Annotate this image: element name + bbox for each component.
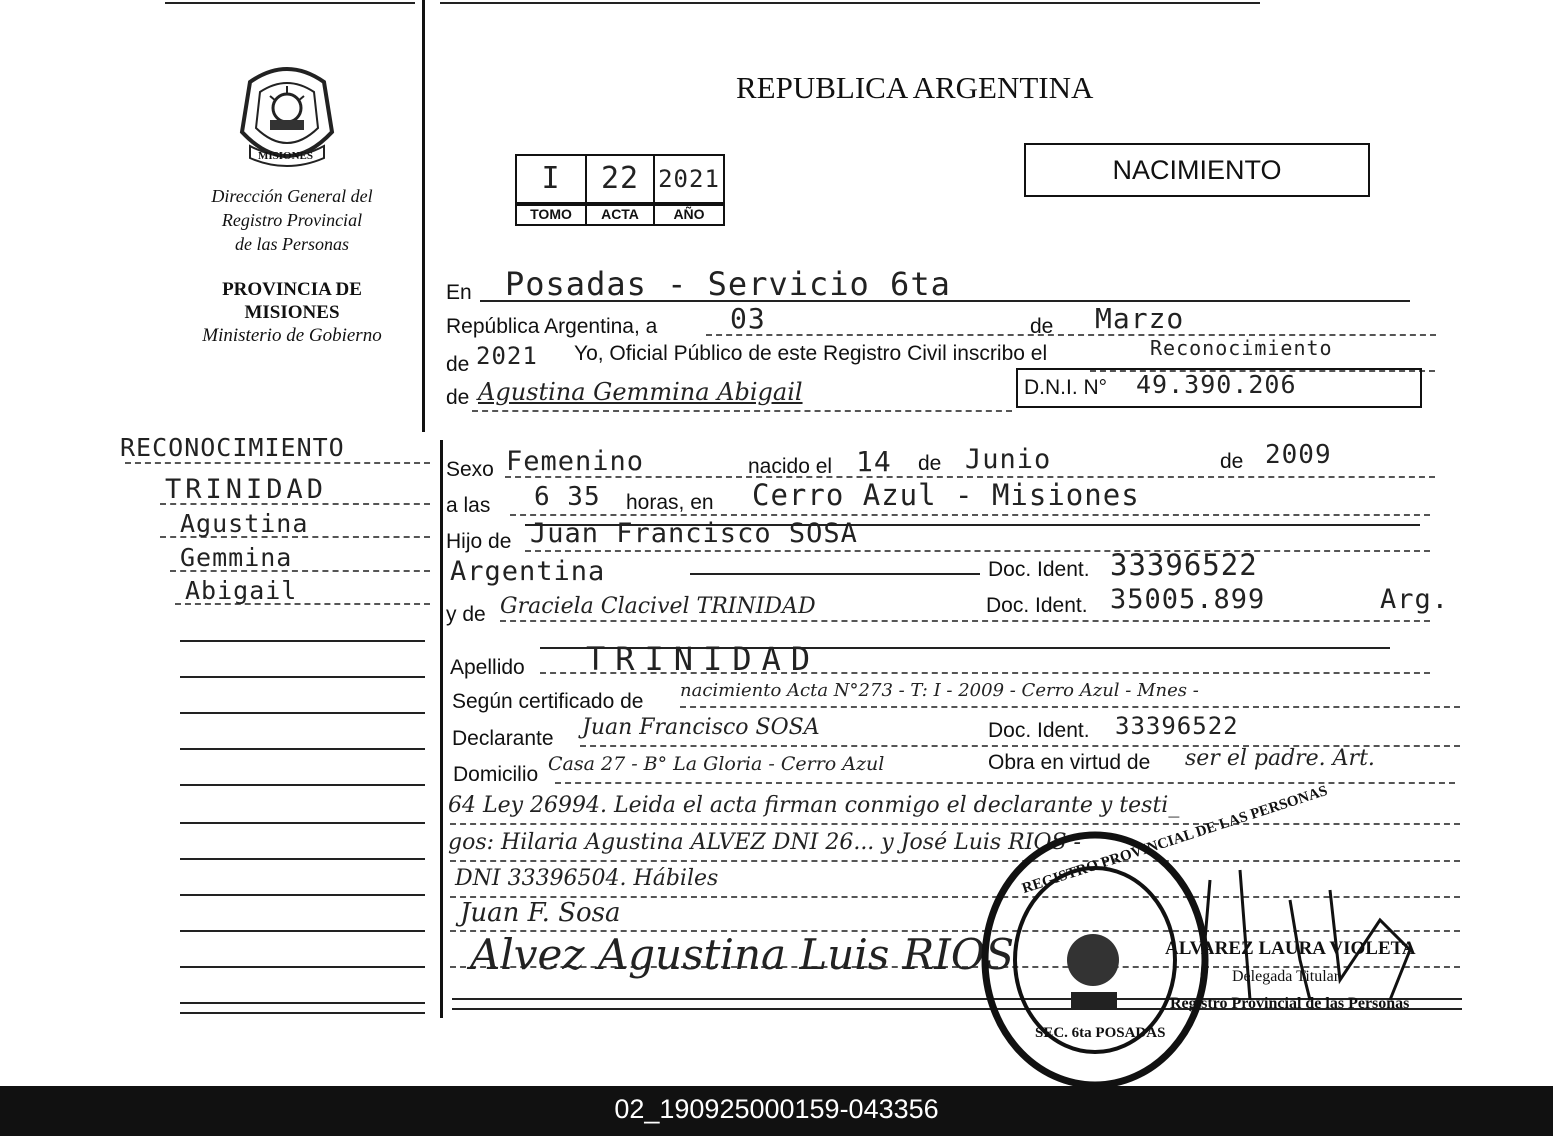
republica-label: República Argentina, a <box>446 315 658 338</box>
padre-doc-value: 33396522 <box>1110 548 1258 582</box>
signature-icon <box>1180 860 1460 1010</box>
padre-doc-label: Doc. Ident. <box>988 558 1090 581</box>
tomo-value: I <box>541 161 561 196</box>
dept-line-1: Dirección General del <box>211 186 373 206</box>
de4-label: de <box>918 452 942 475</box>
department-block <box>180 184 404 256</box>
margin-note-line-3: Agustina <box>180 509 309 538</box>
madre-doc-label: Doc. Ident. <box>986 594 1088 617</box>
margin-note-line-5: Abigail <box>185 576 298 605</box>
nac-mes-value: Junio <box>965 444 1052 475</box>
country-title: REPUBLICA ARGENTINA <box>736 70 1094 105</box>
madre-nacionalidad: Arg. <box>1380 584 1450 615</box>
dept-line-3: de las Personas <box>235 234 349 254</box>
madre-doc-value: 35005.899 <box>1110 584 1266 615</box>
mes-value: Marzo <box>1095 302 1185 335</box>
prov-line-1: PROVINCIA DE <box>222 279 362 300</box>
stamp-inner-text: SEC. 6ta POSADAS <box>1035 1025 1166 1041</box>
segun-value: nacimiento Acta N°273 - T: I - 2009 - Cerro Azul - Mnes - <box>680 680 1199 701</box>
hora-value: 6 35 <box>534 482 601 512</box>
obra-value: ser el padre. Art. <box>1185 746 1375 771</box>
sexo-label: Sexo <box>446 458 494 481</box>
obs-line-2: gos: Hilaria Agustina ALVEZ DNI 26... y José Luis RIOS - <box>448 830 1081 855</box>
declarante-label: Declarante <box>452 727 554 750</box>
signature-declarante: Juan F. Sosa <box>460 898 621 928</box>
margin-note-line-1: RECONOCIMIENTO <box>120 433 345 462</box>
yde-label: y de <box>446 603 486 626</box>
padre-nacionalidad: Argentina <box>450 556 606 587</box>
province-seal <box>232 62 342 174</box>
declarante-doc-label: Doc. Ident. <box>988 719 1090 742</box>
de5-label: de <box>1220 450 1244 473</box>
apellido-value: TRINIDAD <box>586 640 821 678</box>
margin-note-line-4: Gemmina <box>180 543 293 572</box>
nac-dia-value: 14 <box>856 445 892 478</box>
domicilio-value: Casa 27 - B° La Gloria - Cerro Azul <box>548 753 885 775</box>
prov-line-2: MISIONES <box>244 302 340 323</box>
tomo-cell <box>515 154 587 206</box>
acta-value: 22 <box>600 161 640 196</box>
en-value: Posadas - Servicio 6ta <box>505 265 951 303</box>
dni-value: 49.390.206 <box>1136 370 1297 399</box>
sexo-value: Femenino <box>506 446 645 477</box>
province-block <box>180 278 404 347</box>
nombre-value: Agustina Gemmina Abigail <box>478 378 803 406</box>
anio-label: AÑO <box>653 202 725 226</box>
tomo-label: TOMO <box>515 202 587 226</box>
record-type: NACIMIENTO <box>1112 155 1282 185</box>
segun-label: Según certificado de <box>452 690 644 713</box>
acta-label: ACTA <box>585 202 655 226</box>
document-id-bar <box>0 1086 1553 1136</box>
seal-label: MISIONES <box>258 150 314 162</box>
officer-title: Delegada Titular <box>1232 968 1340 985</box>
de-label: de <box>1030 315 1054 338</box>
declarante-doc-value: 33396522 <box>1115 712 1239 740</box>
declarante-value: Juan Francisco SOSA <box>582 715 820 740</box>
officer-org: Registro Provincial de las Personas <box>1170 995 1410 1012</box>
vertical-divider-upper <box>422 0 425 432</box>
vertical-divider-lower <box>440 440 443 1018</box>
margin-note-line-2: TRINIDAD <box>165 474 328 505</box>
stamp-ring-text: REGISTRO PROVINCIAL DE LAS PERSONAS <box>1020 782 1330 898</box>
anio-cell <box>653 154 725 206</box>
madre-value: Graciela Clacivel TRINIDAD <box>500 594 816 619</box>
nacido-label: nacido el <box>748 455 833 478</box>
top-rule-left <box>165 2 415 4</box>
dni-box <box>1016 368 1422 408</box>
anio-value: 2021 <box>658 165 720 193</box>
obs-line-3: DNI 33396504. Hábiles <box>455 866 719 891</box>
de2-label: de <box>446 353 470 376</box>
hijo-label: Hijo de <box>446 530 512 553</box>
lugar-value: Cerro Azul - Misiones <box>752 478 1140 512</box>
acta-cell <box>585 154 655 206</box>
inscribo-text: Yo, Oficial Público de este Registro Civil inscribo el <box>574 342 1048 365</box>
dept-line-2: Registro Provincial <box>221 210 363 230</box>
record-type-box <box>1024 143 1370 197</box>
officer-signature <box>1180 860 1460 1015</box>
de3-label: de <box>446 386 470 409</box>
padre-value: Juan Francisco SOSA <box>530 518 858 549</box>
dia-value: 03 <box>730 302 766 335</box>
alas-label: a las <box>446 494 491 517</box>
officer-name: ALVAREZ LAURA VIOLETA <box>1165 938 1416 959</box>
inscribo-value: Reconocimiento <box>1150 336 1333 360</box>
apellido-label: Apellido <box>450 656 525 679</box>
en-label: En <box>446 281 472 304</box>
obs-line-1: 64 Ley 26994. Leida el acta firman conmigo el declarante y testi_ <box>448 793 1180 818</box>
document-id: 02_190925000159-043356 <box>614 1094 939 1124</box>
obra-label: Obra en virtud de <box>988 751 1151 774</box>
top-rule-right <box>440 2 1260 4</box>
anio-inscripcion-value: 2021 <box>476 342 538 370</box>
signatures-testigos: Alvez Agustina Luis RIOS <box>470 930 1015 979</box>
horas-label: horas, en <box>626 491 714 514</box>
prov-line-3: Ministerio de Gobierno <box>202 325 382 346</box>
dni-label: D.N.I. N° <box>1024 376 1108 399</box>
nac-anio-value: 2009 <box>1265 440 1332 470</box>
domicilio-label: Domicilio <box>453 763 539 786</box>
